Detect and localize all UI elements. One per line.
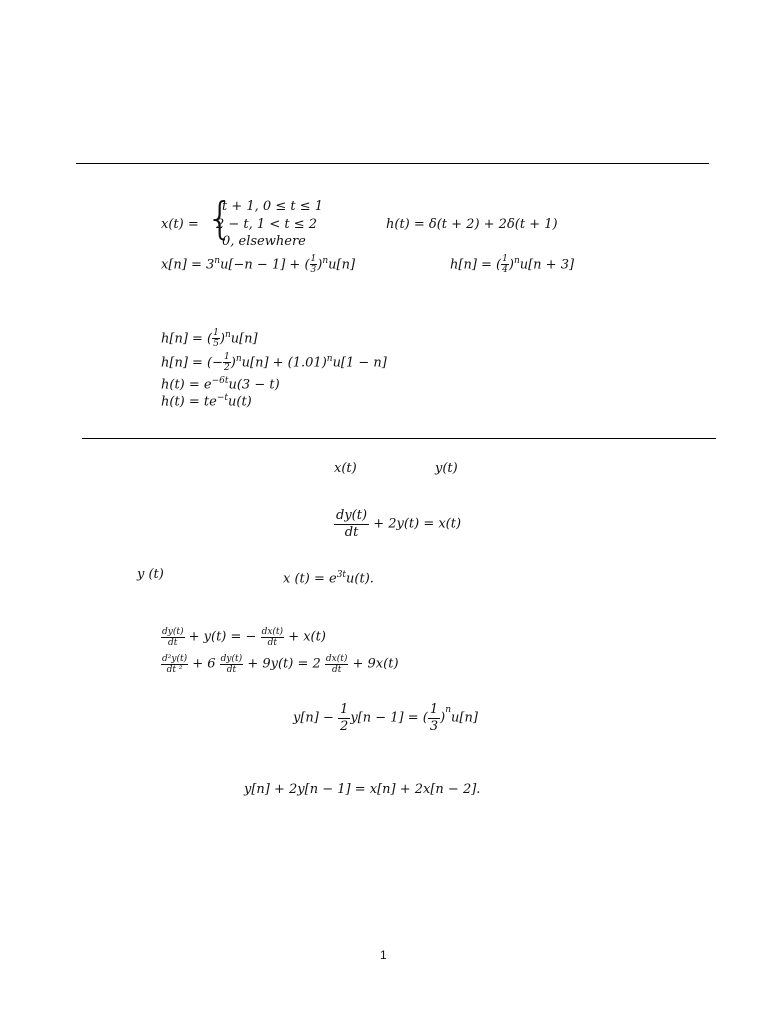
h-t-equation: h(t) = δ(t + 2) + 2δ(t + 1)	[386, 217, 558, 232]
impulse-response-4: $h(t) = te^{-t}u(t)$	[161, 393, 252, 410]
input-definition: x $(t) = e^{3t}u(t)$.	[283, 570, 374, 587]
x-t-case-2: 2 − t, 1 < t ≤ 2	[216, 217, 317, 232]
impulse-response-2: h[n] = (− $\frac{1}{2}$ )$^nu[n] + (1.01)^nu[1 - n]$	[161, 352, 387, 374]
x-t-case-3: 0, elsewhere	[222, 234, 306, 249]
first-order-ode: $\frac{dy(t)}{dt}$ + 2y(t) = x(t)	[336, 508, 462, 540]
output-label: y (t)	[137, 567, 164, 582]
impulse-response-3: $h(t) = e^{-6t}u(3 - t)$	[161, 376, 280, 393]
difference-equation-2: y[n] + 2y[n − 1] = x[n] + 2x[n − 2].	[244, 782, 481, 797]
middle-rule	[82, 438, 716, 439]
top-rule	[76, 163, 709, 164]
impulse-response-1: h[n] = ( $\frac{1}{5}$ )$^n$u[n]	[161, 328, 258, 350]
differential-equation-2: $\frac{\text{d²y(t)}}{\text{dt ²}}$ + 6 $\frac{dy(t)}{dt}$ + 9y(t) = 2 $\frac{dx(t)}{dt}$ + 9x(t)	[162, 654, 399, 675]
differential-equation-1: $\frac{dy(t)}{dt}$ + y(t) = − $\frac{dx(t)}{dt}$ + x(t)	[162, 627, 326, 648]
page-number: 1	[380, 948, 387, 962]
x-t-case-1: t + 1, 0 ≤ t ≤ 1	[222, 199, 323, 214]
difference-equation-1: y[n] − $\frac{1}{2}$ y[n − 1] = ( $\frac{1}{3}$ )$^n$u[n]	[293, 702, 478, 734]
h-n-equation: h[n] = ( $\frac{1}{4}$ )$^n$u[n + 3]	[450, 254, 575, 276]
input-signal-label: x(t)	[334, 461, 357, 476]
x-n-equation: $x[n] = 3^nu[-n - 1]$ + ( $\frac{1}{3}$ )$^n$u[n]	[161, 254, 356, 276]
piecewise-brace: {	[206, 193, 234, 244]
x-t-lhs: x(t) =	[161, 217, 199, 232]
output-signal-label: y(t)	[435, 461, 458, 476]
